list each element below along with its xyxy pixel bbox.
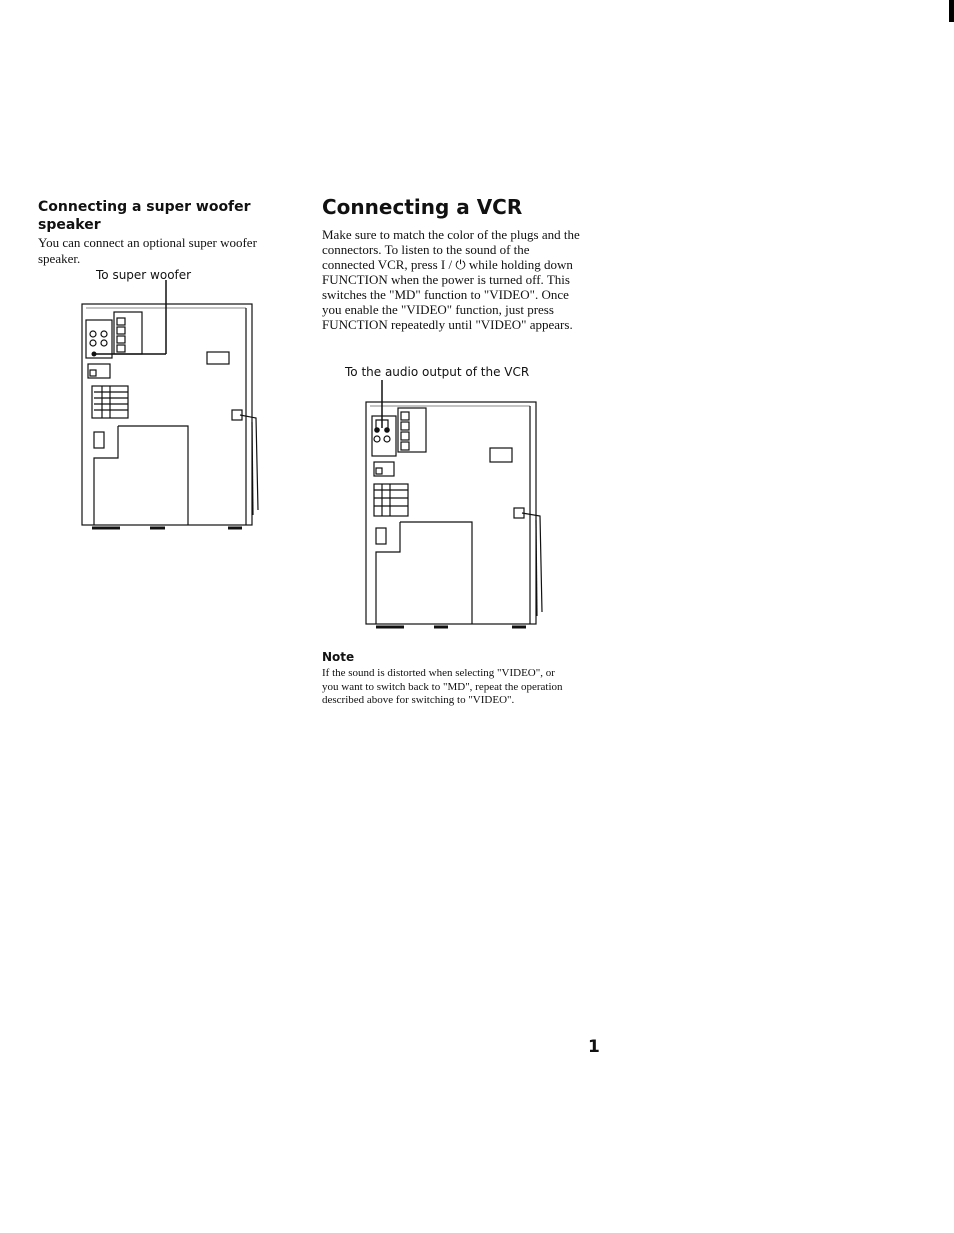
super-woofer-body: You can connect an optional super woofer speaker.: [38, 235, 257, 266]
note-body: If the sound is distorted when selecting "VIDEO", or you want to switch back to "MD", repeat the operation described above for switching to "VIDEO".: [322, 667, 563, 706]
page-number: 1: [588, 1037, 600, 1057]
super-woofer-diagram: [80, 280, 265, 535]
vcr-body: Make sure to match the color of the plugs and the connectors. To listen to the sound of the connected VCR, press I / ⏻ while holding down FUNCTION when the power is turned off. This switches the "MD" function to "VIDEO". Once you enable the "VIDEO" function, just press FUNCTION repeatedly until "VIDEO" appears.: [322, 227, 580, 332]
note-heading: Note: [322, 650, 355, 664]
vcr-heading: Connecting a VCR: [322, 195, 523, 219]
super-woofer-heading: Connecting a super woofer speaker: [38, 199, 251, 233]
vcr-callout: To the audio output of the VCR: [345, 365, 530, 379]
super-woofer-callout: To super woofer: [96, 268, 192, 282]
page-edge-mark: [949, 0, 954, 22]
vcr-diagram: [362, 380, 552, 635]
